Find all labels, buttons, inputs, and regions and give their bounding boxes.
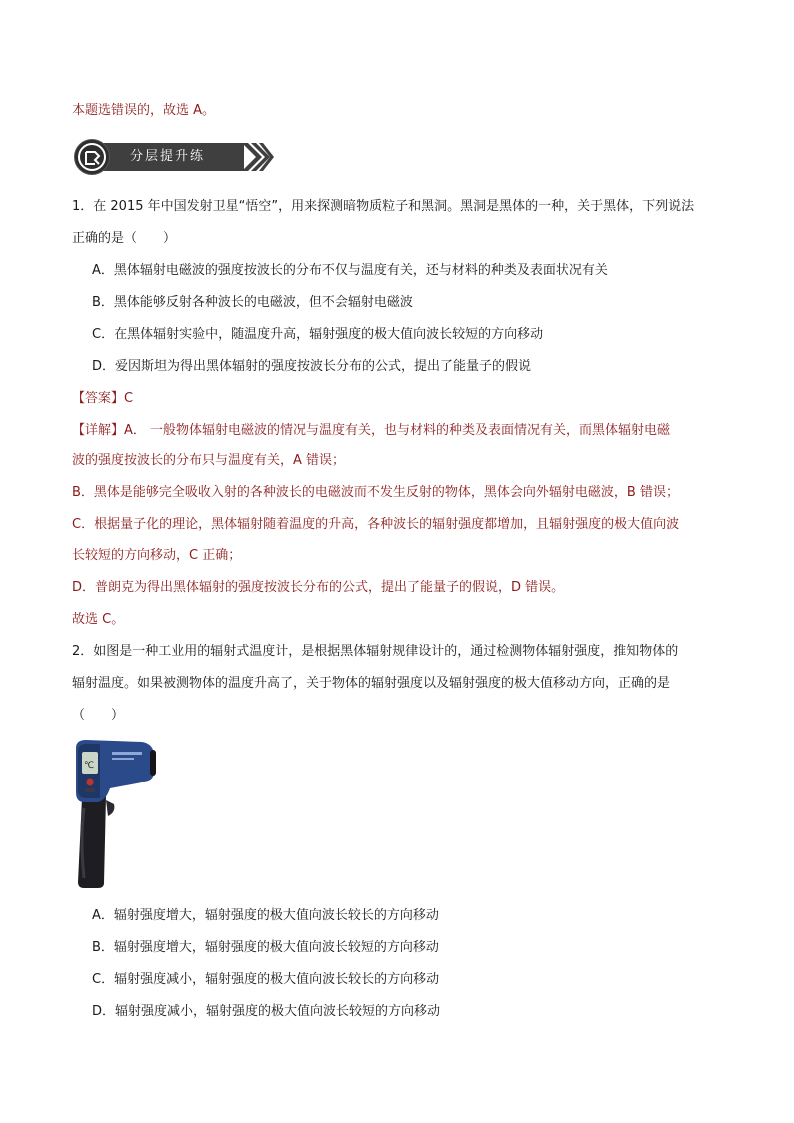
q1-option-a: A．黑体辐射电磁波的强度按波长的分布不仅与温度有关，还与材料的种类及表面状况有关 <box>92 263 608 278</box>
q1-explain-line1: 【详解】A． 一般物体辐射电磁波的情况与温度有关，也与材料的种类及表面情况有关，而黑体辐射电磁 <box>72 423 671 438</box>
section-title: 分层提升练 <box>130 149 206 164</box>
q2-stem-line1: 2．如图是一种工业用的辐射式温度计，是根据黑体辐射规律设计的，通过检测物体辐射强度，推知物体的 <box>72 644 679 659</box>
infrared-thermometer-image <box>70 738 160 890</box>
q2-option-c: C．辐射强度减小，辐射强度的极大值向波长较长的方向移动 <box>92 972 440 987</box>
q1-explain-line3: B．黑体是能够完全吸收入射的各种波长的电磁波而不发生反射的物体，黑体会向外辐射电磁波，B 错误； <box>72 485 679 500</box>
prev-answer-conclusion: 本题选错误的，故选 A。 <box>72 103 216 118</box>
q1-explain-line4: C．根据量子化的理论，黑体辐射随着温度的升高，各种波长的辐射强度都增加，且辐射强度的极大值向波 <box>72 517 680 532</box>
q1-option-b: B．黑体能够反射各种波长的电磁波，但不会辐射电磁波 <box>92 295 413 310</box>
q1-option-d: D．爱因斯坦为得出黑体辐射的强度按波长分布的公式，提出了能量子的假说 <box>92 359 532 374</box>
q1-explain-line2: 波的强度按波长的分布只与温度有关，A 错误； <box>72 453 346 468</box>
device-display-text: ℃ <box>84 761 95 771</box>
q2-stem-line2: 辐射温度。如果被测物体的温度升高了，关于物体的辐射强度以及辐射强度的极大值移动方向，正确的是 <box>72 676 671 691</box>
section-badge-icon <box>74 139 110 175</box>
section-banner <box>74 139 274 175</box>
q1-stem-line1: 1．在 2015 年中国发射卫星“悟空”，用来探测暗物质粒子和黑洞。黑洞是黑体的一种，关于黑体，下列说法 <box>72 199 695 214</box>
q2-stem-line3: （ ） <box>72 708 125 723</box>
q1-answer: 【答案】C <box>72 391 134 406</box>
q1-explain-line6: D．普朗克为得出黑体辐射的强度按波长分布的公式，提出了能量子的假说，D 错误。 <box>72 580 565 595</box>
q1-option-c: C．在黑体辐射实验中，随温度升高，辐射强度的极大值向波长较短的方向移动 <box>92 327 544 342</box>
q1-stem-line2: 正确的是（ ） <box>72 231 177 246</box>
q1-explain-line7: 故选 C。 <box>72 612 125 627</box>
banner-stripes-icon <box>242 143 274 171</box>
q1-explain-line5: 长较短的方向移动，C 正确； <box>72 548 242 563</box>
q2-option-a: A．辐射强度增大，辐射强度的极大值向波长较长的方向移动 <box>92 908 439 923</box>
q2-option-d: D．辐射强度减小，辐射强度的极大值向波长较短的方向移动 <box>92 1004 441 1019</box>
q2-option-b: B．辐射强度增大，辐射强度的极大值向波长较短的方向移动 <box>92 940 439 955</box>
